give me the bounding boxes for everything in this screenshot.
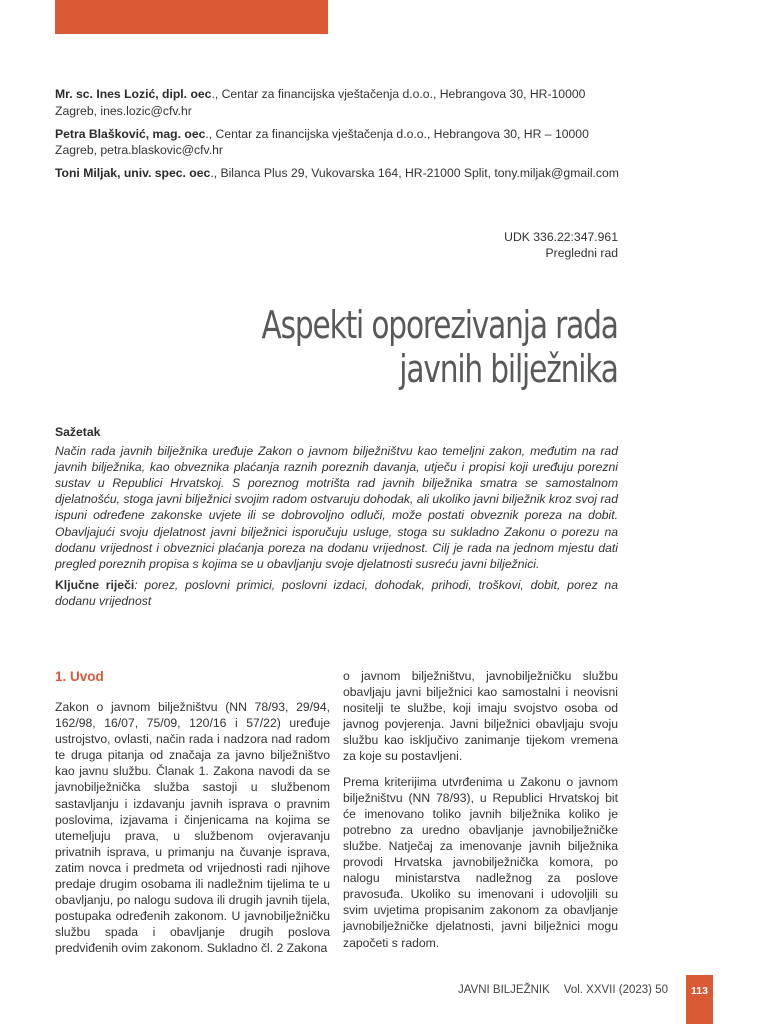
body-paragraph: Prema kriterijima utvrđenima u Zakonu o javnom bilježništvu (NN 78/93), u Republici Hrvatskoj bit će imenovano toliko javnih bilježnika koliko je potrebno za uredno obavljanje javnobilježničke službe. Natječaj za imenovanje javnih bilježnika provodi Hrvatska javnobilježnička komora, po nalogu ministarstva nadležnog za poslove pravosuđa. Ukoliko su imenovani i udovoljili su svim uvjetima propisanim zakonom za obavljanje javnobilježničke djelatnosti, javni bilježnici mogu započeti s radom. [343, 774, 618, 950]
author-name: Mr. sc. Ines Lozić, dipl. oec [55, 87, 212, 101]
page-footer [0, 981, 768, 1001]
author-2 [55, 126, 620, 159]
classification-block [504, 229, 618, 261]
author-1 [55, 86, 620, 119]
right-column [343, 668, 618, 960]
authors-block [55, 86, 620, 188]
left-column [55, 668, 330, 966]
author-details: ., Centar za financijska vještačenja d.o.o., Hebrangova 30, HR – 10000 Zagreb, petra.blaskovic@cfv.hr [55, 126, 589, 157]
article-type: Pregledni rad [545, 246, 618, 260]
journal-volume: Vol. XXVII (2023) 50 [563, 984, 668, 996]
author-name: Toni Miljak, univ. spec. oec [55, 166, 211, 180]
abstract-text: Način rada javnih bilježnika uređuje Zakon o javnom bilježništvu kao temeljni zakon, međutim na rad javnih bilježnika, kao obveznika plaćanja raznih poreznih davanja, utječu i propisi koji uređuju porezni sustav u Republici Hrvatskoj. S poreznog motrišta rad javnih bilježnika smatra se samostalnom djelatnošću, stoga javni bilježnici svojim radom ostvaruju dohodak, ali ukoliko javni bilježnik kroz svoj rad ispuni određene zakonske uvjete ili se dobrovoljno odluči, može postati obveznik poreza na dobit. Obavljajući svoju djelatnost javni bilježnici isporučuju usluge, stoga su sukladno Zakonu o porezu na dodanu vrijednost i obveznici plaćanja poreza na dodanu vrijednost. Cilj je rada na jednom mjestu dati pregled poreznih propisa s kojima se u obavljanju svoje djelatnosti susreću javni bilježnici. [55, 444, 618, 571]
author-details: ., Bilanca Plus 29, Vukovarska 164, HR-21000 Split, tony.miljak@gmail.com [210, 166, 619, 180]
author-3 [55, 165, 620, 182]
article-title [262, 303, 618, 391]
section-heading: 1. Uvod [55, 669, 104, 684]
author-name: Petra Blašković, mag. oec [55, 126, 206, 141]
body-paragraph: o javnom bilježništvu, javnobilježničku službu obavljaju javni bilježnici kao samostalni i neovisni nositelji te službe, koji imaju svojstvo osoba od javnog povjerenja. Javni bilježnici obavljaju svoju službu kao isključivo zanimanje tijekom vremena za koje su postavljeni. [343, 669, 618, 764]
author-details: ., Centar za financijska vještačenja d.o.o., Hebrangova 30, HR-10000 Zagreb, ines.lozic@cfv.hr [55, 87, 586, 118]
udk-code: UDK 336.22:347.961 [504, 230, 618, 244]
top-accent-bar [55, 0, 328, 34]
footer-text [444, 984, 668, 996]
journal-name: JAVNI BILJEŽNIK [457, 984, 550, 996]
page-number: 113 [686, 975, 713, 1024]
keywords-label: Ključne riječi [55, 577, 135, 592]
title-line-1: Aspekti oporezivanja rada [261, 303, 618, 347]
abstract-section [55, 424, 618, 609]
keywords [55, 577, 618, 609]
keywords-list: : porez, poslovni primici, poslovni izdaci, dohodak, prihodi, troškovi, dobit, porez na dodanu vrijednost [55, 577, 618, 608]
abstract-heading: Sažetak [55, 425, 101, 439]
title-line-2: javnih bilježnika [399, 347, 618, 391]
body-paragraph: Zakon o javnom bilježništvu (NN 78/93, 29/94, 162/98, 16/07, 75/09, 120/16 i 57/22) uređuje ustrojstvo, ovlasti, način rada i nadzora nad radom te druga pitanja od značaja za javno bilježništvo kao javnu službu. Članak 1. Zakona navodi da se javnobilježnička služba sastoji u službenom sastavljanju i izdavanju javnih isprava o pravnim poslovima, izjavama i činjenicama na kojima se utemeljuju prava, u službenom ovjeravanju privatnih isprava, u primanju na čuvanje isprava, zatim novca i predmeta od vrijednosti radi njihove predaje drugim osobama ili nadležnim tijelima te u obavljanju, po nalogu sudova ili drugih javnih tijela, postupaka određenih zakonom. U javnobilježničku službu spada i obavljanje drugih poslova predviđenih ovim zakonom. Sukladno čl. 2 Zakona [55, 700, 330, 956]
